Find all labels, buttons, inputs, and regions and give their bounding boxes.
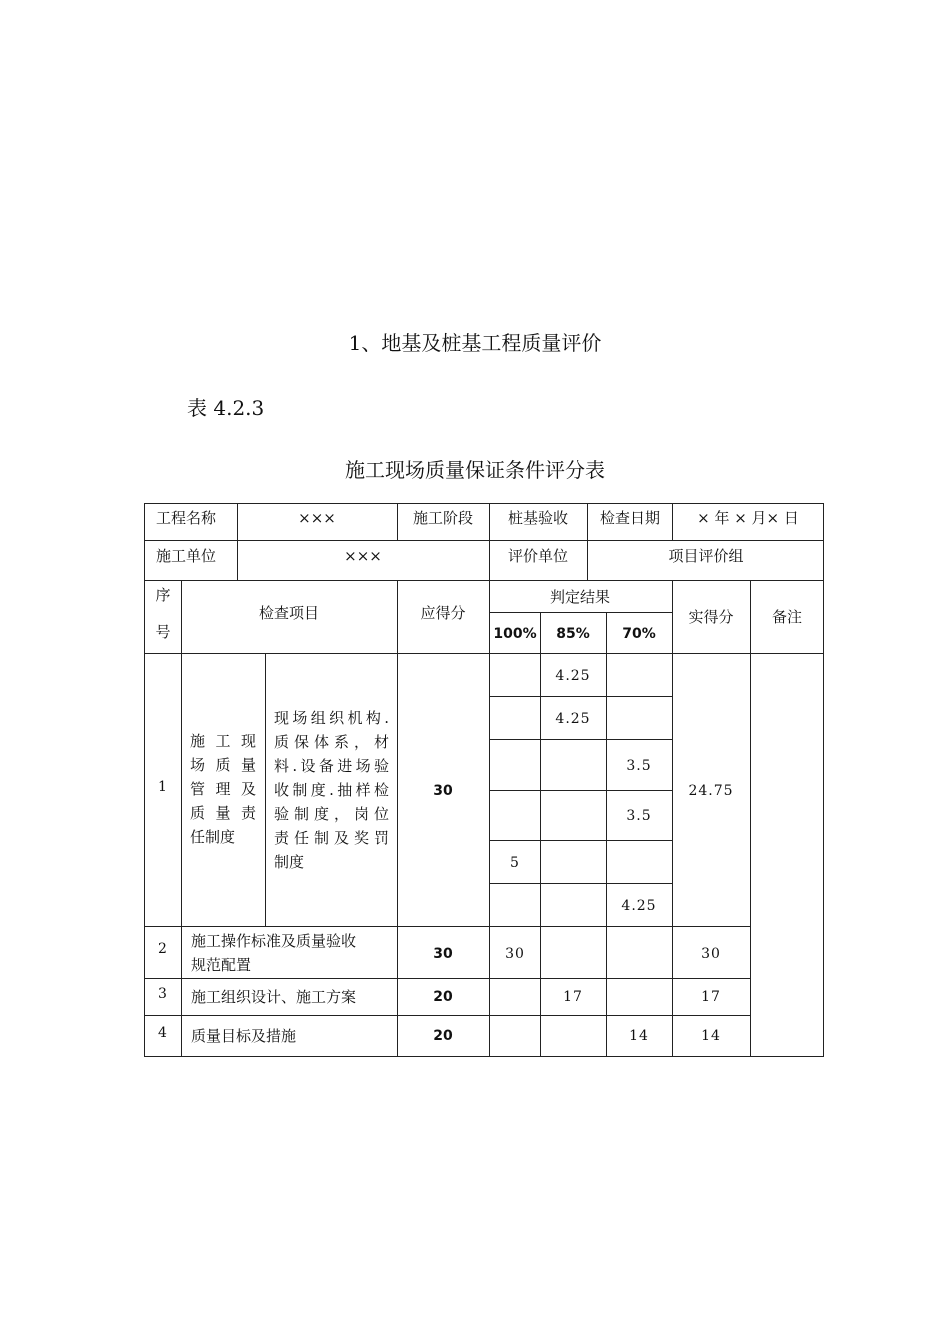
- remark-header: 备注: [771, 608, 803, 626]
- row4-actual-score: 14: [701, 1028, 721, 1044]
- seq-header-line2: 号: [155, 623, 171, 641]
- row3-item: 施工组织设计、施工方案: [191, 988, 357, 1006]
- row2-actual-score: 30: [701, 946, 721, 962]
- judgment-header: 判定结果: [549, 588, 611, 606]
- row1-sub1-p85: 4.25: [555, 668, 591, 684]
- row3-seq: 3: [158, 986, 168, 1002]
- eval-unit-value: 项目评价组: [668, 547, 744, 565]
- seq-header-line1: 序: [155, 586, 171, 604]
- unit-label: 施工单位: [155, 547, 217, 565]
- p70-header: 70%: [622, 626, 656, 642]
- row1-sub5-p100: 5: [510, 855, 520, 871]
- date-value: × 年 × 月× 日: [697, 509, 799, 527]
- table-number: 表 4.2.3: [187, 396, 265, 420]
- row2-seq: 2: [158, 941, 168, 957]
- row4-item: 质量目标及措施: [191, 1027, 297, 1045]
- section-title: 1、地基及桩基工程质量评价: [348, 331, 602, 355]
- stage-value: 桩基验收: [507, 509, 569, 527]
- row1-sub3-p70: 3.5: [626, 758, 652, 774]
- row2-item-line1: 施工操作标准及质量验收: [191, 932, 357, 950]
- unit-value: ×××: [344, 547, 382, 565]
- row1-sub4-p70: 3.5: [626, 808, 652, 824]
- row4-p70: 14: [629, 1028, 649, 1044]
- row2-p100: 30: [505, 946, 525, 962]
- actual-score-header: 实得分: [688, 608, 734, 626]
- row2-item-line2: 规范配置: [191, 956, 252, 974]
- row3-p85: 17: [563, 989, 583, 1005]
- row1-category: 施 工 现 场 质 量 管 理 及 质 量 责 任制度: [190, 732, 256, 846]
- table-title: 施工现场质量保证条件评分表: [345, 458, 605, 482]
- row4-seq: 4: [158, 1025, 168, 1041]
- project-name-label: 工程名称: [155, 509, 217, 527]
- project-name-value: ×××: [298, 509, 336, 527]
- row3-actual-score: 17: [701, 989, 721, 1005]
- row1-sub6-p70: 4.25: [621, 898, 657, 914]
- due-score-header: 应得分: [420, 604, 466, 622]
- row1-sub2-p85: 4.25: [555, 711, 591, 727]
- row2-due-score: 30: [433, 946, 453, 962]
- row1-detail: 现场组织机构. 质保体系，材 料.设备进场验 收制度.抽样检 验制度，岗位 责任制及奖罚 制度: [274, 709, 389, 871]
- item-header: 检查项目: [258, 604, 320, 622]
- date-label: 检查日期: [599, 509, 661, 527]
- row1-actual-score: 24.75: [688, 783, 734, 799]
- p85-header: 85%: [556, 626, 590, 642]
- row1-seq: 1: [158, 779, 168, 795]
- row1-due-score: 30: [433, 783, 453, 799]
- row3-due-score: 20: [433, 989, 453, 1005]
- eval-unit-label: 评价单位: [507, 547, 569, 565]
- p100-header: 100%: [493, 626, 537, 642]
- row4-due-score: 20: [433, 1028, 453, 1044]
- stage-label: 施工阶段: [412, 509, 474, 527]
